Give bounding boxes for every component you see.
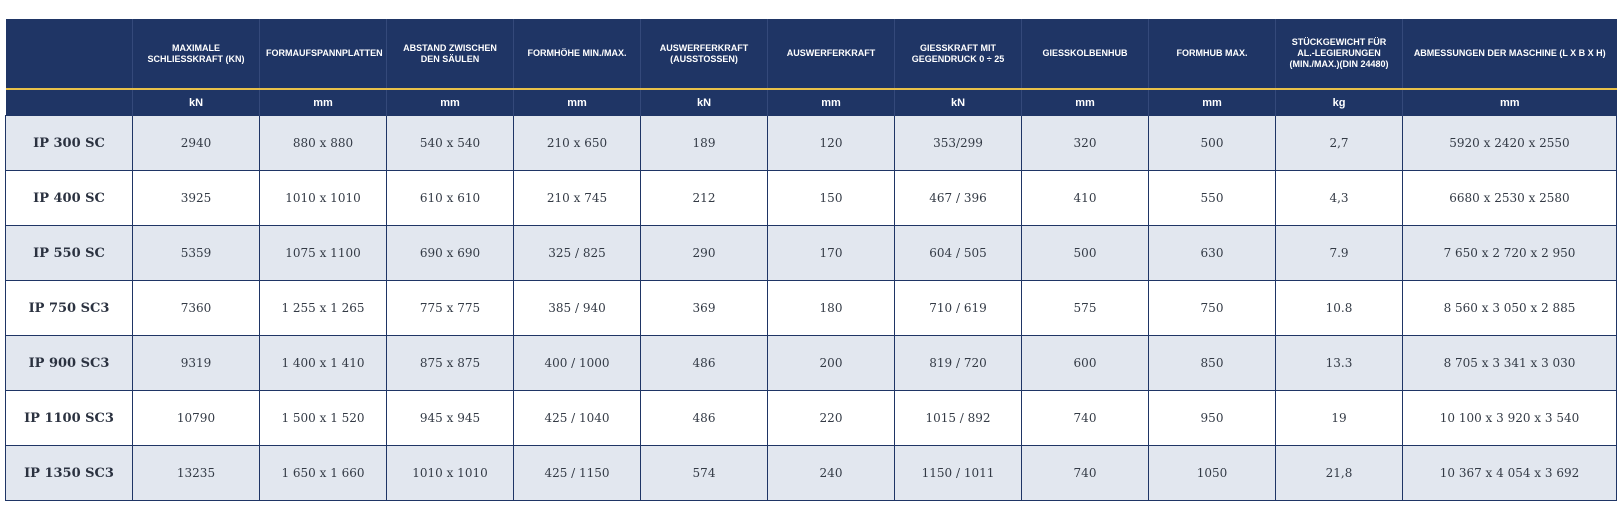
table-cell: 819 / 720: [895, 336, 1022, 391]
table-cell: 21,8: [1276, 446, 1403, 501]
table-cell: 189: [641, 116, 768, 171]
model-name-cell: IP 1350 SC3: [6, 446, 133, 501]
spec-table-container: [5, 19, 1616, 501]
table-cell: 325 / 825: [514, 226, 641, 281]
table-body: [6, 116, 1617, 501]
table-cell: 1150 / 1011: [895, 446, 1022, 501]
table-cell: 10790: [133, 391, 260, 446]
column-unit: kN: [895, 89, 1022, 116]
table-cell: 290: [641, 226, 768, 281]
table-cell: 10 100 x 3 920 x 3 540: [1403, 391, 1617, 446]
header-row: [6, 19, 1617, 89]
table-cell: 5359: [133, 226, 260, 281]
column-header: FORMHÖHE MIN./MAX.: [514, 19, 641, 89]
column-header: FORMAUFSPANNPLATTEN: [260, 19, 387, 89]
table-cell: 2,7: [1276, 116, 1403, 171]
column-unit: mm: [1022, 89, 1149, 116]
machine-spec-table: [5, 19, 1617, 501]
table-cell: 550: [1149, 171, 1276, 226]
model-name-cell: IP 750 SC3: [6, 281, 133, 336]
table-cell: 750: [1149, 281, 1276, 336]
table-cell: 320: [1022, 116, 1149, 171]
table-cell: 425 / 1150: [514, 446, 641, 501]
table-cell: 1 400 x 1 410: [260, 336, 387, 391]
table-cell: 7 650 x 2 720 x 2 950: [1403, 226, 1617, 281]
table-cell: 740: [1022, 446, 1149, 501]
table-cell: 486: [641, 391, 768, 446]
table-cell: 13.3: [1276, 336, 1403, 391]
column-header: AUSWERFERKRAFT: [768, 19, 895, 89]
table-cell: 425 / 1040: [514, 391, 641, 446]
table-cell: 1015 / 892: [895, 391, 1022, 446]
table-cell: 240: [768, 446, 895, 501]
table-cell: 13235: [133, 446, 260, 501]
model-name-cell: IP 900 SC3: [6, 336, 133, 391]
table-cell: 1050: [1149, 446, 1276, 501]
table-cell: 150: [768, 171, 895, 226]
table-cell: 500: [1022, 226, 1149, 281]
table-cell: 1010 x 1010: [260, 171, 387, 226]
table-cell: 4,3: [1276, 171, 1403, 226]
table-cell: 575: [1022, 281, 1149, 336]
table-cell: 220: [768, 391, 895, 446]
column-header: ABSTAND ZWISCHEN DEN SÄULEN: [387, 19, 514, 89]
table-cell: 210 x 650: [514, 116, 641, 171]
table-cell: 1075 x 1100: [260, 226, 387, 281]
table-cell: 212: [641, 171, 768, 226]
table-cell: 5920 x 2420 x 2550: [1403, 116, 1617, 171]
column-unit: mm: [768, 89, 895, 116]
column-unit: [6, 89, 133, 116]
table-cell: 19: [1276, 391, 1403, 446]
table-cell: 950: [1149, 391, 1276, 446]
table-cell: 600: [1022, 336, 1149, 391]
table-cell: 540 x 540: [387, 116, 514, 171]
model-name-cell: IP 300 SC: [6, 116, 133, 171]
table-cell: 9319: [133, 336, 260, 391]
table-cell: 369: [641, 281, 768, 336]
column-header: [6, 19, 133, 89]
table-cell: 2940: [133, 116, 260, 171]
table-cell: 210 x 745: [514, 171, 641, 226]
table-row: [6, 336, 1617, 391]
table-cell: 610 x 610: [387, 171, 514, 226]
table-cell: 1010 x 1010: [387, 446, 514, 501]
table-cell: 875 x 875: [387, 336, 514, 391]
column-header: STÜCKGEWICHT FÜR AL.-LEGIERUNGEN (MIN./MAX.)(DIN 24480): [1276, 19, 1403, 89]
table-cell: 1 255 x 1 265: [260, 281, 387, 336]
table-cell: 574: [641, 446, 768, 501]
table-cell: 410: [1022, 171, 1149, 226]
table-cell: 740: [1022, 391, 1149, 446]
column-unit: kN: [133, 89, 260, 116]
column-unit: mm: [1403, 89, 1617, 116]
table-cell: 10.8: [1276, 281, 1403, 336]
model-name-cell: IP 1100 SC3: [6, 391, 133, 446]
column-unit: mm: [260, 89, 387, 116]
table-row: [6, 171, 1617, 226]
table-cell: 170: [768, 226, 895, 281]
table-cell: 10 367 x 4 054 x 3 692: [1403, 446, 1617, 501]
table-row: [6, 281, 1617, 336]
column-header: ABMESSUNGEN DER MASCHINE (L X B X H): [1403, 19, 1617, 89]
table-cell: 945 x 945: [387, 391, 514, 446]
table-row: [6, 116, 1617, 171]
model-name-cell: IP 400 SC: [6, 171, 133, 226]
table-cell: 8 560 x 3 050 x 2 885: [1403, 281, 1617, 336]
table-cell: 775 x 775: [387, 281, 514, 336]
table-cell: 1 500 x 1 520: [260, 391, 387, 446]
column-header: MAXIMALE SCHLIESSKRAFT (KN): [133, 19, 260, 89]
table-cell: 850: [1149, 336, 1276, 391]
table-cell: 880 x 880: [260, 116, 387, 171]
table-cell: 500: [1149, 116, 1276, 171]
table-cell: 200: [768, 336, 895, 391]
table-cell: 385 / 940: [514, 281, 641, 336]
table-row: [6, 391, 1617, 446]
table-cell: 8 705 x 3 341 x 3 030: [1403, 336, 1617, 391]
table-cell: 486: [641, 336, 768, 391]
column-header: GIESSKOLBENHUB: [1022, 19, 1149, 89]
unit-row: [6, 89, 1617, 116]
table-cell: 7.9: [1276, 226, 1403, 281]
column-header: GIESSKRAFT MIT GEGENDRUCK 0 ÷ 25: [895, 19, 1022, 89]
table-cell: 690 x 690: [387, 226, 514, 281]
table-row: [6, 446, 1617, 501]
table-cell: 6680 x 2530 x 2580: [1403, 171, 1617, 226]
column-unit: kg: [1276, 89, 1403, 116]
table-cell: 400 / 1000: [514, 336, 641, 391]
column-unit: mm: [387, 89, 514, 116]
table-cell: 1 650 x 1 660: [260, 446, 387, 501]
table-cell: 604 / 505: [895, 226, 1022, 281]
table-cell: 630: [1149, 226, 1276, 281]
table-cell: 7360: [133, 281, 260, 336]
column-unit: mm: [1149, 89, 1276, 116]
table-cell: 3925: [133, 171, 260, 226]
table-cell: 467 / 396: [895, 171, 1022, 226]
table-cell: 353/299: [895, 116, 1022, 171]
model-name-cell: IP 550 SC: [6, 226, 133, 281]
column-unit: mm: [514, 89, 641, 116]
column-unit: kN: [641, 89, 768, 116]
column-header: FORMHUB MAX.: [1149, 19, 1276, 89]
table-cell: 710 / 619: [895, 281, 1022, 336]
table-cell: 120: [768, 116, 895, 171]
table-cell: 180: [768, 281, 895, 336]
table-row: [6, 226, 1617, 281]
column-header: AUSWERFERKRAFT (AUSSTOSSEN): [641, 19, 768, 89]
